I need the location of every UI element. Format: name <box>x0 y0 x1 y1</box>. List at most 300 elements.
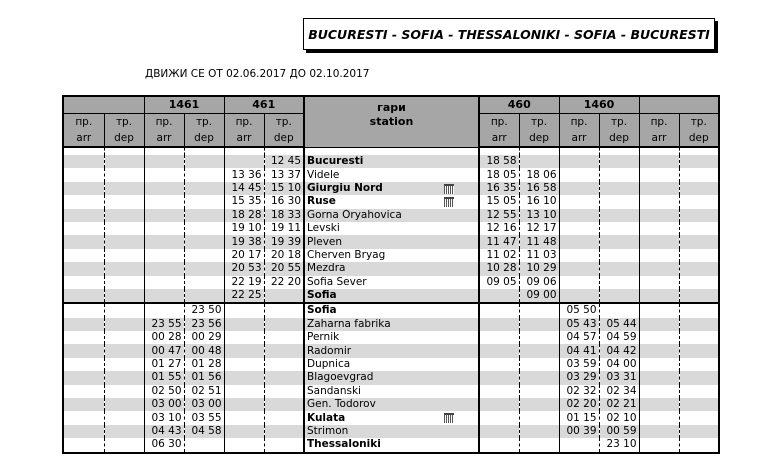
arrival-time <box>144 168 184 181</box>
arrival-time <box>559 155 599 168</box>
departure-time <box>599 235 639 248</box>
departure-time <box>519 411 559 424</box>
arrival-time <box>479 425 519 438</box>
station-label: Levski <box>307 222 340 235</box>
departure-time <box>679 235 719 248</box>
departure-time: 00 29 <box>184 331 224 344</box>
station-label: Bucuresti <box>307 155 364 168</box>
station-label: Ruse <box>307 195 336 208</box>
departure-time <box>519 155 559 168</box>
arrival-time <box>479 411 519 424</box>
arrival-time <box>224 371 264 384</box>
arrival-time <box>639 425 679 438</box>
station-label: Sofia Sever <box>307 275 367 288</box>
departure-time <box>679 182 719 195</box>
departure-time <box>679 425 719 438</box>
departure-time: 00 48 <box>184 344 224 357</box>
station-name <box>304 276 479 289</box>
table-row <box>63 318 719 331</box>
station-label: Pleven <box>307 235 343 248</box>
table-row <box>63 385 719 398</box>
arrival-time <box>63 344 104 357</box>
arr-label-en: arr <box>144 130 184 147</box>
arrival-time <box>479 438 519 452</box>
arrival-time: 03 10 <box>144 411 184 424</box>
timetable <box>62 95 720 454</box>
departure-time <box>519 358 559 371</box>
station-label: Gen. Todorov <box>307 398 376 411</box>
departure-time <box>519 331 559 344</box>
station-label: Mezdra <box>307 262 346 275</box>
departure-time <box>104 168 144 181</box>
arrival-time <box>224 318 264 331</box>
arrival-time <box>639 262 679 275</box>
arrival-time: 04 41 <box>559 344 599 357</box>
arrival-time <box>144 195 184 208</box>
station-name <box>304 344 479 357</box>
arrival-time <box>144 262 184 275</box>
arrival-time <box>559 438 599 452</box>
arrival-time <box>639 276 679 289</box>
departure-time <box>519 385 559 398</box>
arrival-time <box>63 222 104 235</box>
arrival-time <box>479 344 519 357</box>
arrival-time <box>639 358 679 371</box>
departure-time <box>184 249 224 262</box>
arrival-time <box>559 209 599 222</box>
arrival-time <box>639 289 679 303</box>
arrival-time <box>224 438 264 452</box>
dep-label-bg: тр. <box>184 114 224 131</box>
departure-time: 03 31 <box>599 371 639 384</box>
arrival-time <box>639 318 679 331</box>
station-name <box>304 318 479 331</box>
station-name <box>304 262 479 275</box>
arrival-time: 12 16 <box>479 222 519 235</box>
station-header-en: station <box>369 114 414 128</box>
arrival-time: 00 47 <box>144 344 184 357</box>
departure-time <box>679 276 719 289</box>
arrival-time <box>559 262 599 275</box>
arrival-time <box>63 289 104 303</box>
arr-label-bg: пр. <box>639 114 679 131</box>
arr-label-bg: пр. <box>224 114 264 131</box>
arrival-time: 00 28 <box>144 331 184 344</box>
table-row <box>63 425 719 438</box>
empty-cell <box>639 147 679 155</box>
station-label: Blagoevgrad <box>307 371 374 384</box>
arrival-time: 02 20 <box>559 398 599 411</box>
departure-time: 05 44 <box>599 318 639 331</box>
departure-time <box>519 425 559 438</box>
station-name <box>304 222 479 235</box>
departure-time: 18 06 <box>519 168 559 181</box>
table-row <box>63 438 719 452</box>
arrival-time <box>479 318 519 331</box>
table-row <box>63 344 719 357</box>
arrival-time <box>479 331 519 344</box>
arrival-time: 05 50 <box>559 303 599 317</box>
arr-label-bg: пр. <box>144 114 184 131</box>
departure-time: 02 34 <box>599 385 639 398</box>
arrival-time <box>559 222 599 235</box>
station-name <box>304 155 479 168</box>
station-name <box>304 195 479 208</box>
departure-time <box>104 303 144 317</box>
arrival-time <box>639 331 679 344</box>
station-label: Cherven Bryag <box>307 248 386 261</box>
departure-time <box>264 438 304 452</box>
station-label: Gorna Oryahovica <box>307 208 402 221</box>
arrival-time <box>144 209 184 222</box>
arrival-time <box>639 195 679 208</box>
arrival-time <box>639 168 679 181</box>
departure-time: 22 20 <box>264 276 304 289</box>
arrival-time <box>559 195 599 208</box>
dep-label-bg: тр. <box>264 114 304 131</box>
departure-time <box>679 358 719 371</box>
validity-period: ДВИЖИ СЕ ОТ 02.06.2017 ДО 02.10.2017 <box>145 68 370 80</box>
departure-time <box>264 318 304 331</box>
departure-time <box>599 168 639 181</box>
departure-time <box>599 249 639 262</box>
train-number <box>639 96 719 114</box>
departure-time <box>679 222 719 235</box>
departure-time: 10 29 <box>519 262 559 275</box>
train-number <box>63 96 144 114</box>
arrival-time <box>63 262 104 275</box>
arrival-time: 22 25 <box>224 289 264 303</box>
departure-time <box>679 318 719 331</box>
arr-label-en: arr <box>559 130 599 147</box>
arrival-time: 04 57 <box>559 331 599 344</box>
arrival-time: 18 58 <box>479 155 519 168</box>
table-row <box>63 155 719 168</box>
empty-cell <box>519 147 559 155</box>
station-name <box>304 358 479 371</box>
departure-time <box>184 276 224 289</box>
departure-time: 13 10 <box>519 209 559 222</box>
station-name <box>304 331 479 344</box>
station-label: Thessaloniki <box>307 438 381 451</box>
station-label: Zaharna fabrika <box>307 317 391 330</box>
arr-label-en: arr <box>224 130 264 147</box>
arrival-time <box>639 411 679 424</box>
arrival-time <box>63 371 104 384</box>
station-name <box>304 289 479 303</box>
station-name <box>304 438 479 452</box>
arrival-time <box>559 249 599 262</box>
departure-time: 12 45 <box>264 155 304 168</box>
station-label: Sofia <box>307 289 337 302</box>
arrival-time: 11 02 <box>479 249 519 262</box>
departure-time: 13 37 <box>264 168 304 181</box>
departure-time <box>104 262 144 275</box>
table-row <box>63 209 719 222</box>
arrival-time: 02 32 <box>559 385 599 398</box>
arrival-time: 20 17 <box>224 249 264 262</box>
departure-time <box>519 398 559 411</box>
departure-time <box>104 425 144 438</box>
arrival-time <box>63 249 104 262</box>
table-row <box>63 168 719 181</box>
departure-time <box>679 385 719 398</box>
departure-time: 19 11 <box>264 222 304 235</box>
arrival-time <box>63 438 104 452</box>
arrival-time <box>639 155 679 168</box>
departure-time <box>679 168 719 181</box>
departure-time: 04 42 <box>599 344 639 357</box>
arrival-time: 23 55 <box>144 318 184 331</box>
table-row <box>63 371 719 384</box>
border-station-icon <box>444 413 454 423</box>
station-label: Radomir <box>307 344 352 357</box>
arrival-time <box>479 398 519 411</box>
station-header-bg: гари <box>377 100 406 114</box>
arrival-time: 01 15 <box>559 411 599 424</box>
departure-time: 20 55 <box>264 262 304 275</box>
departure-time <box>184 262 224 275</box>
dep-label-en: dep <box>519 130 559 147</box>
arr-label-en: arr <box>63 130 104 147</box>
arrival-time <box>63 318 104 331</box>
departure-time <box>679 209 719 222</box>
dep-label-en: dep <box>104 130 144 147</box>
departure-time <box>104 358 144 371</box>
departure-time <box>264 331 304 344</box>
arrival-time <box>224 385 264 398</box>
arrival-time: 09 05 <box>479 276 519 289</box>
station-name <box>304 425 479 438</box>
departure-time <box>184 222 224 235</box>
table-row <box>63 249 719 262</box>
arrival-time <box>63 425 104 438</box>
arrival-time <box>63 411 104 424</box>
departure-time: 12 17 <box>519 222 559 235</box>
departure-time <box>599 262 639 275</box>
table-row <box>63 235 719 248</box>
train-number: 461 <box>224 96 304 114</box>
departure-time: 09 00 <box>519 289 559 303</box>
arrival-time <box>639 249 679 262</box>
train-number: 1460 <box>559 96 639 114</box>
arrival-time <box>144 182 184 195</box>
train-number: 1461 <box>144 96 224 114</box>
station-name <box>304 168 479 181</box>
departure-time <box>519 371 559 384</box>
departure-time: 02 10 <box>599 411 639 424</box>
departure-time: 23 50 <box>184 303 224 317</box>
arrival-time <box>63 276 104 289</box>
empty-cell <box>184 147 224 155</box>
arrival-time <box>639 303 679 317</box>
departure-time <box>184 235 224 248</box>
departure-time <box>679 249 719 262</box>
arrival-time <box>63 182 104 195</box>
departure-time: 09 06 <box>519 276 559 289</box>
departure-time <box>519 303 559 317</box>
departure-time <box>679 344 719 357</box>
departure-time: 11 48 <box>519 235 559 248</box>
departure-time <box>679 398 719 411</box>
arrival-time: 04 43 <box>144 425 184 438</box>
train-number: 460 <box>479 96 559 114</box>
dep-label-bg: тр. <box>519 114 559 131</box>
table-row <box>63 303 719 317</box>
departure-time <box>104 438 144 452</box>
departure-time: 02 51 <box>184 385 224 398</box>
arrival-time <box>639 438 679 452</box>
departure-time: 03 00 <box>184 398 224 411</box>
station-name <box>304 209 479 222</box>
arrival-time <box>144 303 184 317</box>
arrival-time <box>63 155 104 168</box>
departure-time <box>264 385 304 398</box>
departure-time <box>264 344 304 357</box>
station-name <box>304 371 479 384</box>
station-header <box>304 96 479 147</box>
departure-time <box>599 222 639 235</box>
departure-time <box>184 209 224 222</box>
station-label: Sofia <box>307 304 337 317</box>
arrival-time <box>559 168 599 181</box>
arrival-time <box>144 289 184 303</box>
departure-time <box>599 155 639 168</box>
station-name <box>304 182 479 195</box>
arrival-time <box>224 331 264 344</box>
departure-time: 01 28 <box>184 358 224 371</box>
arrival-time <box>224 358 264 371</box>
departure-time: 23 56 <box>184 318 224 331</box>
departure-time: 16 58 <box>519 182 559 195</box>
departure-time <box>184 289 224 303</box>
empty-cell <box>304 147 479 155</box>
departure-time <box>104 195 144 208</box>
departure-time: 01 56 <box>184 371 224 384</box>
departure-time: 19 39 <box>264 235 304 248</box>
arrival-time: 05 43 <box>559 318 599 331</box>
station-name <box>304 385 479 398</box>
station-name <box>304 303 479 317</box>
arrival-time <box>639 385 679 398</box>
departure-time: 11 03 <box>519 249 559 262</box>
arrival-time: 06 30 <box>144 438 184 452</box>
arr-label-en: arr <box>639 130 679 147</box>
departure-time <box>519 438 559 452</box>
departure-time <box>599 289 639 303</box>
departure-time <box>104 222 144 235</box>
departure-time <box>264 303 304 317</box>
route-title: BUCURESTI - SOFIA - THESSALONIKI - SOFIA - BUCURESTI <box>303 18 715 50</box>
table-row <box>63 195 719 208</box>
departure-time <box>264 425 304 438</box>
station-name <box>304 411 479 424</box>
arrival-time <box>479 385 519 398</box>
arrival-time: 15 05 <box>479 195 519 208</box>
dep-label-bg: тр. <box>104 114 144 131</box>
departure-time <box>104 371 144 384</box>
arrival-time <box>224 398 264 411</box>
departure-time: 04 59 <box>599 331 639 344</box>
departure-time <box>264 411 304 424</box>
station-name <box>304 249 479 262</box>
departure-time <box>184 195 224 208</box>
departure-time <box>599 195 639 208</box>
table-row <box>63 222 719 235</box>
empty-cell <box>104 147 144 155</box>
departure-time: 00 59 <box>599 425 639 438</box>
departure-time: 04 00 <box>599 358 639 371</box>
table-row <box>63 331 719 344</box>
arrival-time <box>63 385 104 398</box>
departure-time <box>104 155 144 168</box>
spacer-row <box>63 147 719 155</box>
departure-time <box>184 155 224 168</box>
arrival-time <box>639 222 679 235</box>
dep-label-bg: тр. <box>599 114 639 131</box>
station-label: Sandanski <box>307 384 361 397</box>
arrival-time <box>224 155 264 168</box>
arrival-time <box>559 289 599 303</box>
departure-time: 03 55 <box>184 411 224 424</box>
arrival-time <box>224 303 264 317</box>
arrival-time <box>479 371 519 384</box>
arrival-time <box>144 276 184 289</box>
arrival-time <box>559 235 599 248</box>
departure-time <box>264 371 304 384</box>
arrival-time <box>224 411 264 424</box>
departure-time <box>104 385 144 398</box>
arrival-time <box>144 222 184 235</box>
arrival-time <box>639 182 679 195</box>
arrival-time <box>63 303 104 317</box>
arrival-time: 02 50 <box>144 385 184 398</box>
departure-time <box>104 331 144 344</box>
arrival-time: 22 19 <box>224 276 264 289</box>
departure-time <box>679 155 719 168</box>
arrival-time <box>479 289 519 303</box>
departure-time <box>264 289 304 303</box>
departure-time <box>104 235 144 248</box>
arr-label-bg: пр. <box>479 114 519 131</box>
arrival-time <box>639 398 679 411</box>
dep-label-en: dep <box>264 130 304 147</box>
arrival-time <box>63 195 104 208</box>
departure-time <box>184 438 224 452</box>
arrival-time <box>639 209 679 222</box>
departure-time <box>184 168 224 181</box>
station-label: Strimon <box>307 425 349 437</box>
arrival-time <box>63 398 104 411</box>
arrival-time <box>63 331 104 344</box>
departure-time <box>104 398 144 411</box>
arrival-time: 03 59 <box>559 358 599 371</box>
arrival-time <box>144 155 184 168</box>
departure-time <box>264 398 304 411</box>
departure-time <box>679 411 719 424</box>
departure-time: 18 33 <box>264 209 304 222</box>
departure-time <box>104 344 144 357</box>
arrival-time: 18 28 <box>224 209 264 222</box>
departure-time <box>519 318 559 331</box>
departure-time <box>679 371 719 384</box>
arrival-time: 13 36 <box>224 168 264 181</box>
empty-cell <box>479 147 519 155</box>
dep-label-bg: тр. <box>679 114 719 131</box>
arrival-time: 10 28 <box>479 262 519 275</box>
table-row <box>63 358 719 371</box>
arrival-time <box>639 371 679 384</box>
